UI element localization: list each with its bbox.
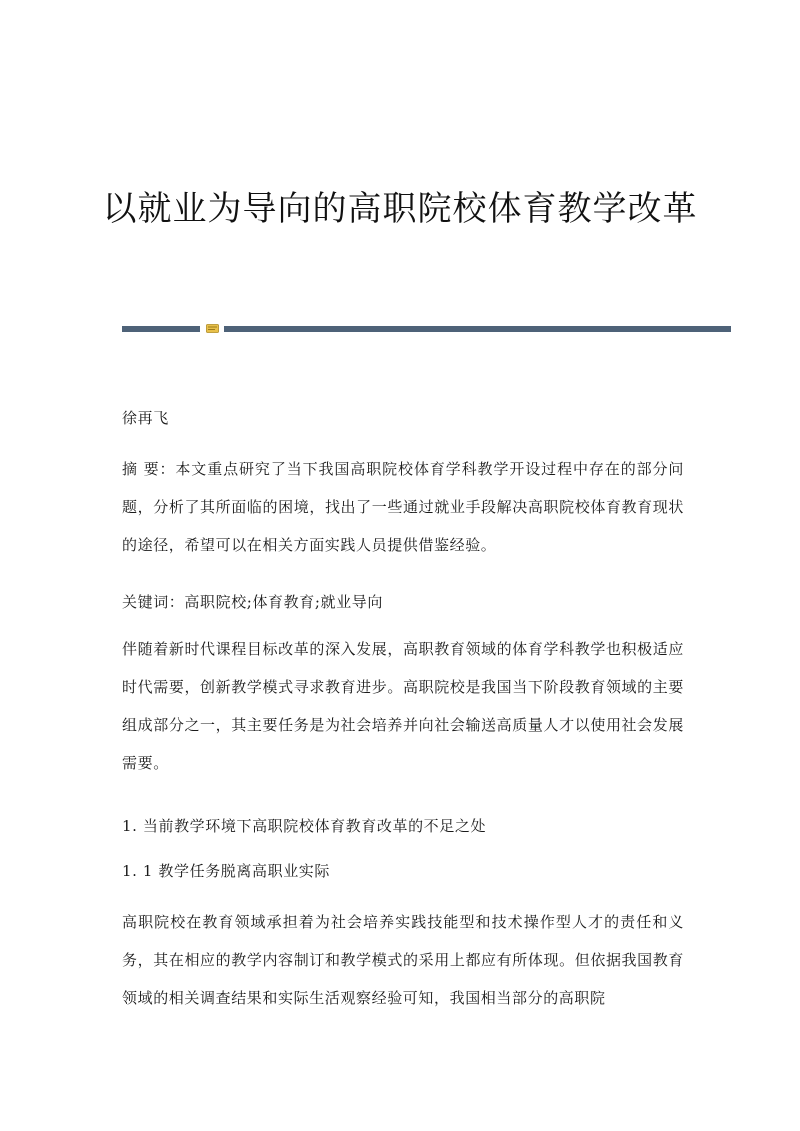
title-divider — [122, 326, 731, 332]
keywords-text: 高职院校;体育教育;就业导向 — [184, 593, 383, 611]
author-name: 徐再飞 — [122, 409, 169, 427]
keywords-label: 关键词： — [122, 593, 185, 611]
pencil-emblem-icon — [206, 323, 219, 334]
abstract-paragraph — [122, 450, 684, 564]
section-1-1-body: 高职院校在教育领域承担着为社会培养实践技能型和技术操作型人才的责任和义务，其在相应的教学内容制订和教学模式的采用上都应有所体现。但依据我国教育领域的相关调查结果和实际生活观察经验可知，我国相当部分的高职院 — [122, 913, 684, 1007]
divider-bar-right — [224, 326, 731, 332]
abstract-label: 摘 要： — [122, 460, 176, 478]
section-1-1-heading: 1. 1 教学任务脱离高职业实际 — [122, 862, 330, 880]
section-1-heading: 1. 当前教学环境下高职院校体育教育改革的不足之处 — [122, 817, 487, 835]
divider-bar-left — [122, 326, 200, 332]
abstract-text: 本文重点研究了当下我国高职院校体育学科教学开设过程中存在的部分问题，分析了其所面临的困境，找出了一些通过就业手段解决高职院校体育教育现状的途径，希望可以在相关方面实践人员提供借鉴经验。 — [122, 460, 685, 554]
keywords-line — [122, 591, 684, 613]
intro-paragraph: 伴随着新时代课程目标改革的深入发展，高职教育领域的体育学科教学也积极适应时代需要，创新教学模式寻求教育进步。高职院校是我国当下阶段教育领域的主要组成部分之一，其主要任务是为社会培养并向社会输送高质量人才以使用社会发展需要。 — [122, 640, 684, 772]
document-title: 以就业为导向的高职院校体育教学改革 — [102, 189, 698, 229]
